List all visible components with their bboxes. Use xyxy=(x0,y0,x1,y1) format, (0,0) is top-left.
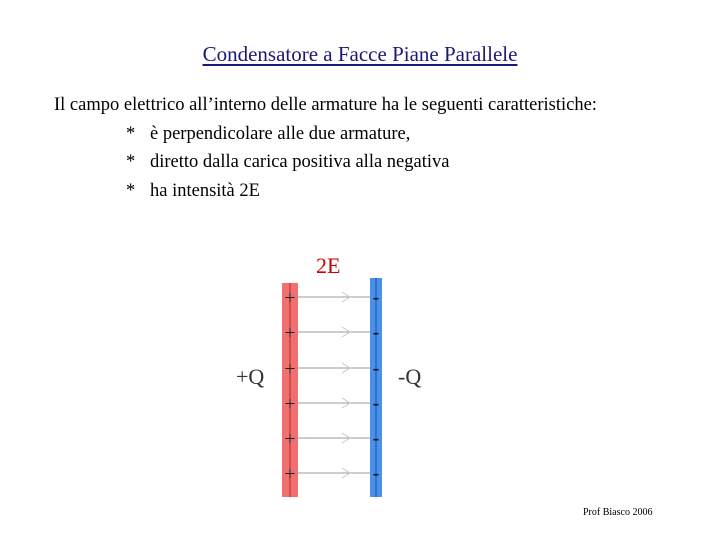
intro-text: Il campo elettrico all’interno delle armature ha le seguenti caratteristiche: xyxy=(54,95,597,115)
field-label: 2E xyxy=(316,253,341,278)
negative-sign: - xyxy=(372,393,380,415)
positive-plate-label: +Q xyxy=(236,364,265,389)
field-arrows xyxy=(298,292,370,478)
negative-sign: - xyxy=(372,358,380,380)
positive-sign: + xyxy=(284,393,296,415)
bullet-marker: * xyxy=(126,181,136,201)
negative-plate-label: -Q xyxy=(398,364,422,389)
positive-sign: + xyxy=(284,428,296,450)
bullet-text: è perpendicolare alle due armature, xyxy=(150,124,411,144)
positive-sign: + xyxy=(284,322,296,344)
positive-sign: + xyxy=(284,463,296,485)
positive-sign: + xyxy=(284,358,296,380)
bullet-marker: * xyxy=(126,152,136,172)
page-title-text: Condensatore a Facce Piane Parallele xyxy=(202,42,518,66)
negative-sign: - xyxy=(372,287,380,309)
negative-sign: - xyxy=(372,322,380,344)
bullet-marker: * xyxy=(126,124,136,144)
footer-credit: Prof Biasco 2006 xyxy=(583,507,653,518)
negative-sign: - xyxy=(372,428,380,450)
positive-sign: + xyxy=(284,287,296,309)
negative-sign: - xyxy=(372,463,380,485)
bullet-text: ha intensità 2E xyxy=(150,181,260,201)
bullet-text: diretto dalla carica positiva alla negativa xyxy=(150,152,450,172)
